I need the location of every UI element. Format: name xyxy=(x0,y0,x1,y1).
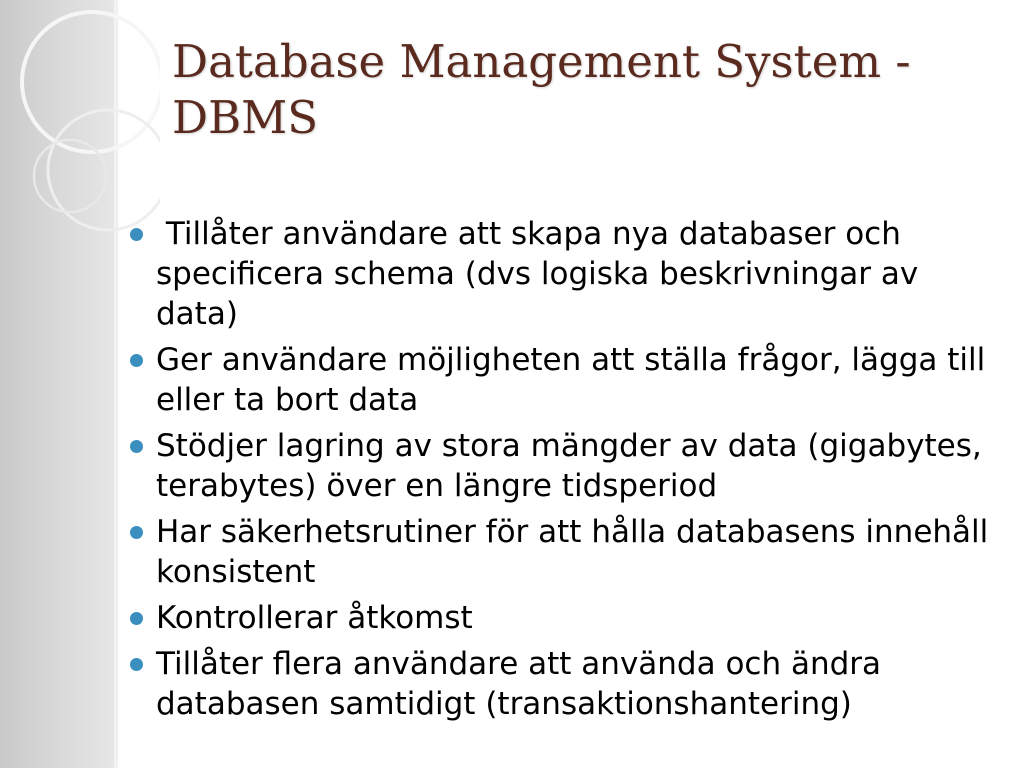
bullet-dot-icon xyxy=(130,658,143,671)
bullet-item xyxy=(128,598,998,638)
bullet-dot-icon xyxy=(130,440,143,453)
bullet-dot-icon xyxy=(130,526,143,539)
bullet-text: Kontrollerar åtkomst xyxy=(156,600,473,636)
bullet-item xyxy=(128,426,998,506)
bullet-list xyxy=(128,214,998,730)
bullet-item xyxy=(128,644,998,724)
bullet-text: Har säkerhetsrutiner för att hålla databasens innehåll konsistent xyxy=(156,514,989,590)
bullet-item xyxy=(128,214,998,334)
bullet-text: Tillåter användare att skapa nya databaser och specificera schema (dvs logiska beskrivningar av data) xyxy=(156,216,929,332)
slide-title: Database Management System - DBMS xyxy=(172,35,911,144)
bullet-text: Ger användare möjligheten att ställa frågor, lägga till eller ta bort data xyxy=(156,342,986,418)
bullet-item xyxy=(128,340,998,420)
bullet-dot-icon xyxy=(130,354,143,367)
decorative-circle-small xyxy=(34,140,106,212)
decorative-circle-large xyxy=(22,12,160,152)
bullet-text: Tillåter flera användare att använda och ändra databasen samtidigt (transaktionshantering) xyxy=(156,646,882,722)
bullet-dot-icon xyxy=(130,228,143,241)
bullet-dot-icon xyxy=(130,612,143,625)
bullet-item xyxy=(128,512,998,592)
bullet-text: Stödjer lagring av stora mängder av data (gigabytes, terabytes) över en längre tidsperiod xyxy=(156,428,982,504)
